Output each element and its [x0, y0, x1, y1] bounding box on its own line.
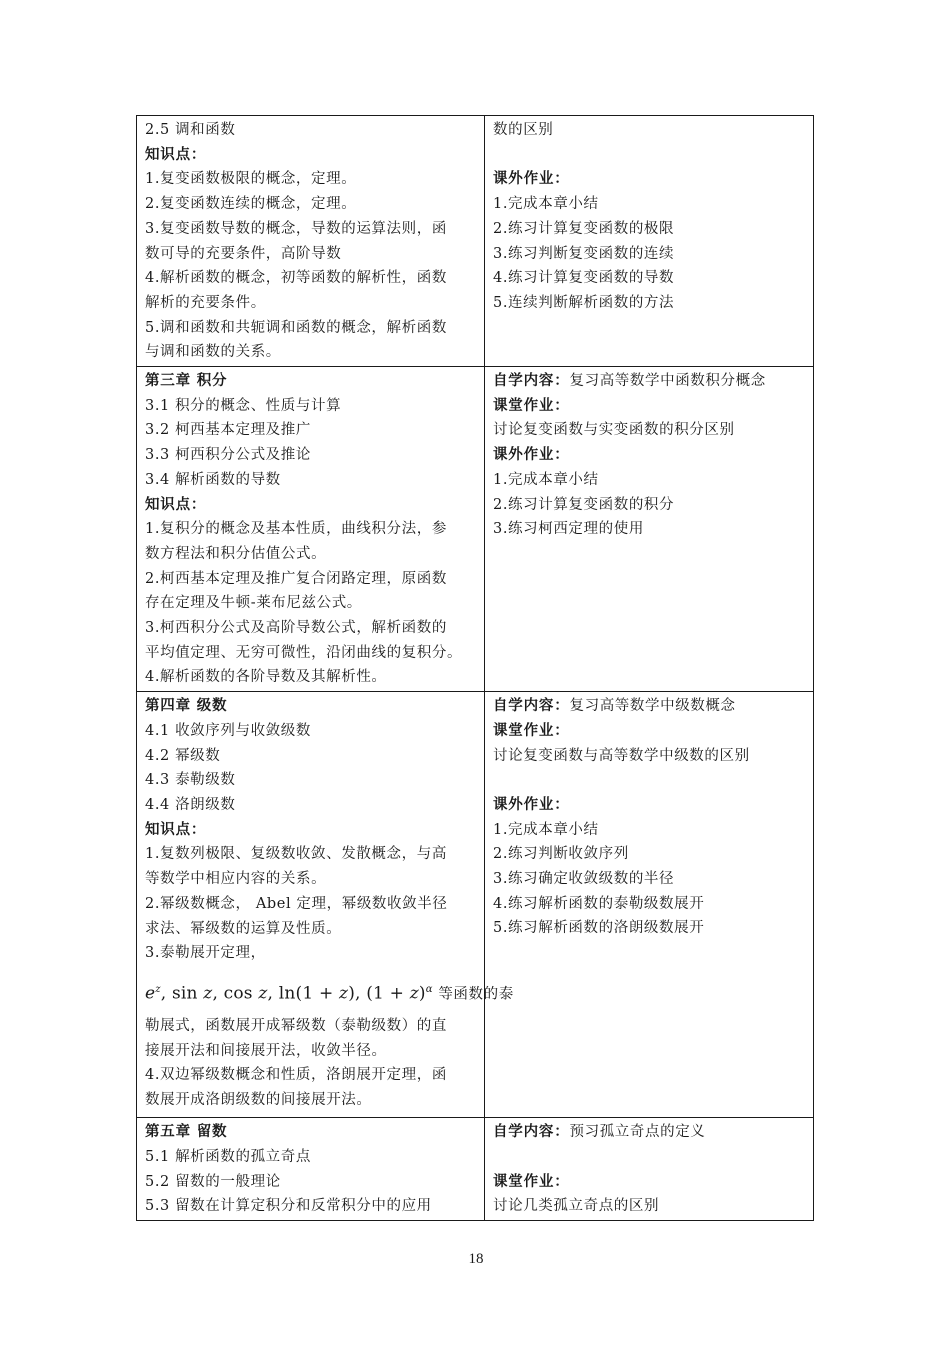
text-line: 4.解析函数的各阶导数及其解析性。 — [145, 669, 387, 686]
section-heading: 课堂作业： — [493, 721, 570, 739]
text-line: 讨论几类孤立奇点的区别 — [493, 1198, 660, 1215]
text-line: 1.复数列极限、复级数收敛、发散概念，与高 — [145, 846, 447, 863]
content-cell — [137, 692, 514, 1118]
text-line: 3.泰勒展开定理， — [145, 945, 266, 962]
line-label: 自学内容： — [493, 697, 570, 715]
blank-line — [493, 768, 808, 793]
text-line: 3.柯西积分公式及高阶导数公式，解析函数的 — [145, 620, 447, 637]
section-heading: 知识点： — [145, 820, 207, 838]
section-heading: 第四章 级数 — [145, 697, 228, 715]
text-line: 3.3 柯西积分公式及推论 — [145, 447, 311, 464]
text-line: 4.2 幂级数 — [145, 747, 221, 764]
text-line: 存在定理及牛顿-莱布尼兹公式。 — [145, 595, 362, 612]
text-line: 数的区别 — [493, 122, 554, 138]
text-line: 3.复变函数导数的概念，导数的运算法则，函 — [145, 220, 447, 237]
text-line: 求法、幂级数的运算及性质。 — [145, 920, 342, 937]
text-line: 等数学中相应内容的关系。 — [145, 871, 327, 888]
line-label: 自学内容： — [493, 1123, 570, 1141]
text-line: 5.1 解析函数的孤立奇点 — [145, 1148, 311, 1165]
text-line: 3.2 柯西基本定理及推广 — [145, 422, 311, 439]
text-line: 2.幂级数概念， Abel 定理，幂级数收敛半径 — [145, 895, 448, 912]
text-line: 接展开法和间接展开法，收敛半径。 — [145, 1042, 387, 1059]
taylor-functions-formula: $e^z$, sin z, cos z, ln(1 + z), $(1 + z)^\alpha$ 等函数的泰 — [145, 983, 514, 1004]
text-line: 讨论复变函数与实变函数的积分区别 — [493, 422, 735, 439]
text-line: 解析的充要条件。 — [145, 294, 266, 311]
text-line: 勒展式，函数展开成幂级数（泰勒级数）的直 — [145, 1017, 447, 1034]
text-line: 3.4 解析函数的导数 — [145, 471, 281, 488]
text-line: 与调和函数的关系。 — [145, 344, 281, 361]
assignment-cell — [485, 367, 814, 692]
text-line: 4.解析函数的概念，初等函数的解析性，函数 — [145, 270, 447, 287]
section-heading: 课堂作业： — [493, 1172, 570, 1190]
text-line: 数展开成洛朗级数的间接展开法。 — [145, 1092, 372, 1109]
text-line: 1.完成本章小结 — [493, 196, 599, 213]
page-number: 18 — [468, 1251, 484, 1267]
text-line: 5.3 留数在计算定积分和反常积分中的应用 — [145, 1198, 432, 1215]
assignment-cell — [485, 692, 814, 1118]
labeled-line — [493, 369, 808, 394]
text-line: 5.调和函数和共轭调和函数的概念，解析函数 — [145, 319, 447, 336]
section-heading: 知识点： — [145, 145, 207, 163]
text-line: 4.4 洛朗级数 — [145, 796, 236, 813]
labeled-line — [493, 694, 808, 719]
blank-line — [493, 1145, 808, 1170]
table-row — [137, 692, 814, 1118]
text-line: 2.练习判断收敛序列 — [493, 846, 629, 863]
text-line: 讨论复变函数与高等数学中级数的区别 — [493, 747, 750, 764]
line-label: 自学内容： — [493, 372, 570, 390]
text-line: 1.完成本章小结 — [493, 471, 599, 488]
text-line: 3.练习柯西定理的使用 — [493, 521, 644, 538]
content-cell — [137, 367, 485, 692]
text-line: 3.练习判断复变函数的连续 — [493, 245, 675, 262]
syllabus-table-body — [137, 116, 814, 1221]
text-line: 2.柯西基本定理及推广复合闭路定理，原函数 — [145, 570, 447, 587]
blank-line — [493, 143, 808, 168]
text-line: 2.练习计算复变函数的极限 — [493, 220, 675, 237]
text-line: 4.练习解析函数的泰勒级数展开 — [493, 895, 705, 912]
text-line: 4.双边幂级数概念和性质，洛朗展开定理，函 — [145, 1067, 447, 1084]
syllabus-table — [136, 115, 814, 1221]
text-line: 4.练习计算复变函数的导数 — [493, 270, 675, 287]
text-line: 平均值定理、无穷可微性，沿闭曲线的复积分。 — [145, 644, 463, 661]
section-heading: 第五章 留数 — [145, 1123, 228, 1141]
text-line: 1.复积分的概念及基本性质，曲线积分法，参 — [145, 521, 447, 538]
text-line: 5.2 留数的一般理论 — [145, 1173, 281, 1190]
text-line: 数可导的充要条件，高阶导数 — [145, 245, 342, 262]
section-heading: 知识点： — [145, 495, 207, 513]
content-cell — [137, 1118, 485, 1221]
text-line: 5.连续判断解析函数的方法 — [493, 294, 675, 311]
section-heading: 课堂作业： — [493, 396, 570, 414]
table-row — [137, 1118, 814, 1221]
table-row — [137, 116, 814, 367]
text-line: 数方程法和积分估值公式。 — [145, 545, 327, 562]
text-line: 1.完成本章小结 — [493, 821, 599, 838]
text-line: 4.3 泰勒级数 — [145, 772, 236, 789]
text-line: 2.复变函数连续的概念，定理。 — [145, 196, 357, 213]
text-line: 5.练习解析函数的洛朗级数展开 — [493, 920, 705, 937]
labeled-line — [493, 1120, 808, 1145]
section-heading: 课外作业： — [493, 446, 570, 464]
assignment-cell — [485, 1118, 814, 1221]
line-text: 复习高等数学中级数概念 — [569, 698, 736, 715]
text-line: 3.练习确定收敛级数的半径 — [493, 871, 675, 888]
text-line: 3.1 积分的概念、性质与计算 — [145, 397, 342, 414]
text-line: 2.练习计算复变函数的积分 — [493, 496, 675, 513]
line-text: 复习高等数学中函数积分概念 — [569, 373, 766, 390]
content-cell — [137, 116, 485, 367]
line-text: 预习孤立奇点的定义 — [569, 1124, 706, 1141]
text-line: 2.5 调和函数 — [145, 122, 236, 138]
text-line: 4.1 收敛序列与收敛级数 — [145, 722, 311, 739]
section-heading: 课外作业： — [493, 170, 570, 188]
formula-suffix-text: 等函数的泰 — [438, 986, 514, 1003]
section-heading: 第三章 积分 — [145, 372, 228, 390]
assignment-cell — [485, 116, 814, 367]
table-row — [137, 367, 814, 692]
text-line: 1.复变函数极限的概念，定理。 — [145, 171, 357, 188]
section-heading: 课外作业： — [493, 795, 570, 813]
